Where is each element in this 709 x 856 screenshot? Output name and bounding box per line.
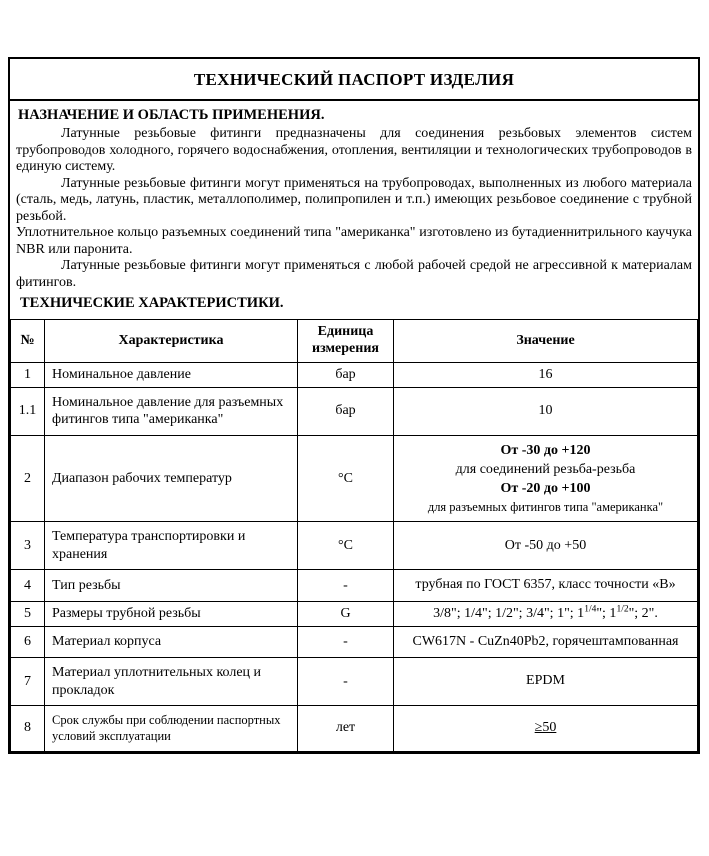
cell-num: 1	[11, 362, 45, 387]
specs-table	[10, 319, 698, 751]
cell-num: 8	[11, 706, 45, 752]
col-header-num: №	[11, 320, 45, 363]
table-row	[11, 522, 698, 570]
cell-value: трубная по ГОСТ 6357, класс точности «В»	[394, 570, 698, 601]
value-line: для разъемных фитингов типа "американка"	[427, 499, 664, 514]
value-line: От -20 до +100	[500, 480, 591, 496]
value-line: От -30 до +120	[500, 442, 591, 458]
cell-unit: °С	[298, 435, 394, 522]
cell-value	[394, 706, 698, 752]
col-header-value: Значение	[394, 320, 698, 363]
table-row	[11, 601, 698, 626]
cell-value: От -50 до +50	[394, 522, 698, 570]
table-row	[11, 362, 698, 387]
cell-num: 5	[11, 601, 45, 626]
cell-unit: °С	[298, 522, 394, 570]
cell-name: Размеры трубной резьбы	[45, 601, 298, 626]
table-header-row	[11, 320, 698, 363]
cell-name: Диапазон рабочих температур	[45, 435, 298, 522]
cell-name: Температура транспортировки и хранения	[45, 522, 298, 570]
fraction-superscript: 1/2	[616, 604, 629, 615]
section-heading-specs: ТЕХНИЧЕСКИЕ ХАРАКТЕРИСТИКИ.	[20, 295, 284, 312]
cell-value: 16	[394, 362, 698, 387]
table-row	[11, 626, 698, 657]
content-area	[10, 101, 698, 316]
cell-num: 3	[11, 522, 45, 570]
cell-name: Материал корпуса	[45, 626, 298, 657]
paragraph: Латунные резьбовые фитинги могут применяться с любой рабочей средой не агрессивной к материалам фитингов.	[16, 258, 692, 290]
cell-unit: G	[298, 601, 394, 626]
paragraph: Латунные резьбовые фитинги предназначены для соединения резьбовых элементов систем трубопроводов холодного, горячего водоснабжения, отопления, вентиляции и технологических трубопроводов в единую систему.	[16, 126, 692, 175]
cell-name: Материал уплотнительных колец и прокладок	[45, 658, 298, 706]
cell-num: 6	[11, 626, 45, 657]
section-heading-purpose: НАЗНАЧЕНИЕ И ОБЛАСТЬ ПРИМЕНЕНИЯ.	[18, 107, 325, 123]
col-header-unit: Единица измерения	[298, 320, 394, 363]
cell-name: Номинальное давление для разъемных фитингов типа "американка"	[45, 387, 298, 435]
table-row	[11, 435, 698, 522]
title-block	[10, 59, 698, 101]
cell-unit: лет	[298, 706, 394, 752]
thread-sizes-text: 3/8"; 1/4"; 1/2"; 3/4"; 1"; 1	[433, 605, 585, 621]
cell-num: 7	[11, 658, 45, 706]
paragraph: Уплотнительное кольцо разъемных соединений типа "американка" изготовлено из бутадиеннитрильного каучука NBR или паронита.	[16, 225, 692, 257]
service-life-value: ≥50	[534, 720, 557, 736]
value-line: для соединений резьба-резьба	[455, 461, 636, 477]
cell-unit: -	[298, 626, 394, 657]
table-row	[11, 706, 698, 752]
table-row	[11, 387, 698, 435]
cell-name: Срок службы при соблюдении паспортных условий эксплуатации	[45, 706, 298, 752]
document-page	[8, 57, 700, 754]
cell-name: Тип резьбы	[45, 570, 298, 601]
table-row	[11, 570, 698, 601]
cell-value: CW617N - CuZn40Pb2, горячештампованная	[394, 626, 698, 657]
document-title: ТЕХНИЧЕСКИЙ ПАСПОРТ ИЗДЕЛИЯ	[193, 70, 515, 89]
fraction-superscript: 1/4	[584, 604, 597, 615]
cell-value	[394, 435, 698, 522]
cell-unit: -	[298, 658, 394, 706]
cell-name: Номинальное давление	[45, 362, 298, 387]
paragraph: Латунные резьбовые фитинги могут применяться на трубопроводах, выполненных из любого материала (сталь, медь, латунь, пластик, металлополимер, полипропилен и т.п.) имеющих резьбовое соединение с трубной резьбой.	[16, 175, 692, 224]
cell-num: 2	[11, 435, 45, 522]
cell-value: EPDM	[394, 658, 698, 706]
col-header-name: Характеристика	[45, 320, 298, 363]
table-row	[11, 658, 698, 706]
cell-value	[394, 601, 698, 626]
cell-unit: бар	[298, 362, 394, 387]
thread-sizes-text: "; 1	[596, 605, 617, 621]
thread-sizes-text: "; 2".	[628, 605, 658, 621]
cell-value: 10	[394, 387, 698, 435]
cell-unit: -	[298, 570, 394, 601]
cell-unit: бар	[298, 387, 394, 435]
cell-num: 4	[11, 570, 45, 601]
cell-num: 1.1	[11, 387, 45, 435]
